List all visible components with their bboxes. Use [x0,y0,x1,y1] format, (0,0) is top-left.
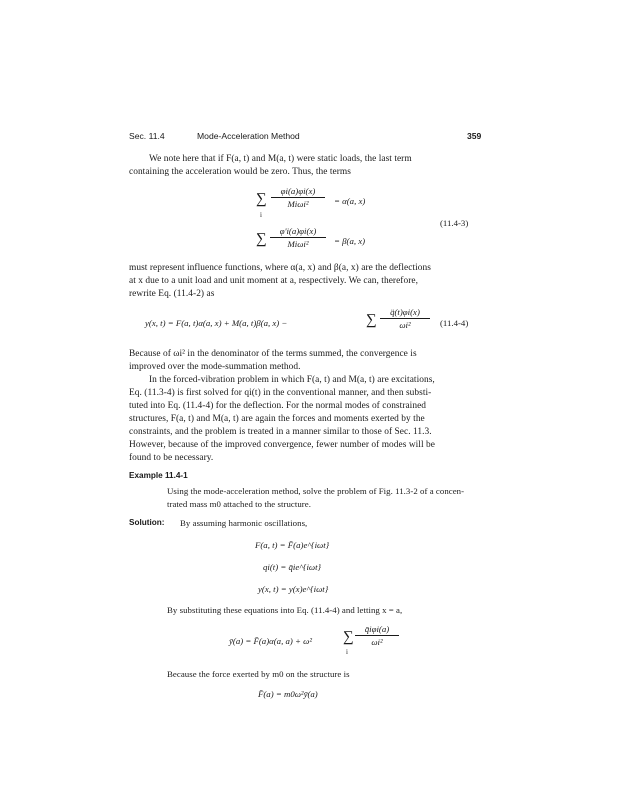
para2-line3: rewrite Eq. (11.4-2) as [129,289,215,299]
eq-fraction-alpha [271,186,325,209]
example-line2: trated mass m0 attached to the structure. [167,499,311,509]
para1-line2: containing the acceleration would be zero. Thus, the terms [129,167,351,177]
solution-intro: By assuming harmonic oscillations, [180,518,308,528]
page-number: 359 [467,131,482,141]
para2-line2: at x due to a unit load and unit moment at a, respectively. We can, therefore, [129,276,418,286]
para4-line4: structures, F(a, t) and M(a, t) are again the forces and moments exerted by the [129,414,425,424]
equation-force: F(a, t) = F̄(a)e^{iωt} [255,540,330,550]
because-text: Because the force exerted by m0 on the structure is [167,669,350,679]
para4-line1: In the forced-vibration problem in which F(a, t) and M(a, t) are excitations, [149,375,435,385]
eq-denominator: ωi² [371,637,383,647]
sum-sign: ∑ [256,231,267,247]
eq-lhs: ȳ(a) = F̄(a)α(a, a) + ω² [229,636,312,646]
eq-denominator: Miωi² [287,199,309,209]
sum-sign: ∑ [343,629,354,645]
solution-label: Solution: [129,518,165,527]
sum-index: i [260,211,262,219]
para2-line1: must represent influence functions, where α(a, x) and β(a, x) are the deflections [129,263,431,273]
eq-fraction [380,307,430,330]
eq-numerator: φi(a)φi(x) [280,186,316,196]
example-heading: Example 11.4-1 [129,471,188,480]
equation-label: (11.4-4) [440,318,469,328]
section-number: Sec. 11.4 [129,131,165,141]
para4-line6: However, because of the improved convergence, fewer number of modes will be [129,440,435,450]
para1-line1: We note here that if F(a, t) and M(a, t) were static loads, the last term [149,154,412,164]
eq-numerator: q̄iφi(a) [364,624,390,634]
para4-line5: constraints, and the problem is treated in a manner similar to those of Sec. 11.3. [129,427,432,437]
eq-numerator: φ'i(a)φi(x) [279,226,317,236]
para3-line1: Because of ωi² in the denominator of the terms summed, the convergence is [129,349,417,359]
para4-line3: tuted into Eq. (11.4-4) for the deflection. For the normal modes of constrained [129,401,427,411]
para3-line2: improved over the mode-summation method. [129,362,301,372]
eq-fraction [355,624,399,647]
eq-fraction-beta [270,226,326,249]
running-title: Mode-Acceleration Method [197,131,300,141]
equation-q: qi(t) = q̄ie^{iωt} [263,562,322,572]
eq-rhs-beta: = β(a, x) [334,236,366,246]
substituting-text: By substituting these equations into Eq. (11.4-4) and letting x = a, [167,605,403,615]
sum-sign: ∑ [256,191,267,207]
equation-force-bar: F̄(a) = m0ω²ȳ(a) [258,689,318,699]
equation-label: (11.4-3) [440,218,469,228]
eq-denominator: Miωi² [287,239,309,249]
eq-rhs-alpha: = α(a, x) [334,196,366,206]
eq-lhs: y(x, t) = F(a, t)α(a, x) + M(a, t)β(a, x) − [145,318,288,328]
para4-line2: Eq. (11.3-4) is first solved for qi(t) in the conventional manner, and then substi- [129,388,432,398]
equation-y: y(x, t) = y(x)e^{iωt} [258,584,329,594]
eq-denominator: ωi² [399,320,411,330]
sum-sign: ∑ [366,312,377,328]
example-line1: Using the mode-acceleration method, solve the problem of Fig. 11.3-2 of a concen- [167,486,465,496]
eq-numerator: q̈(t)φi(x) [390,307,420,317]
sum-index: i [346,648,348,656]
para4-line7: found to be necessary. [129,453,214,463]
